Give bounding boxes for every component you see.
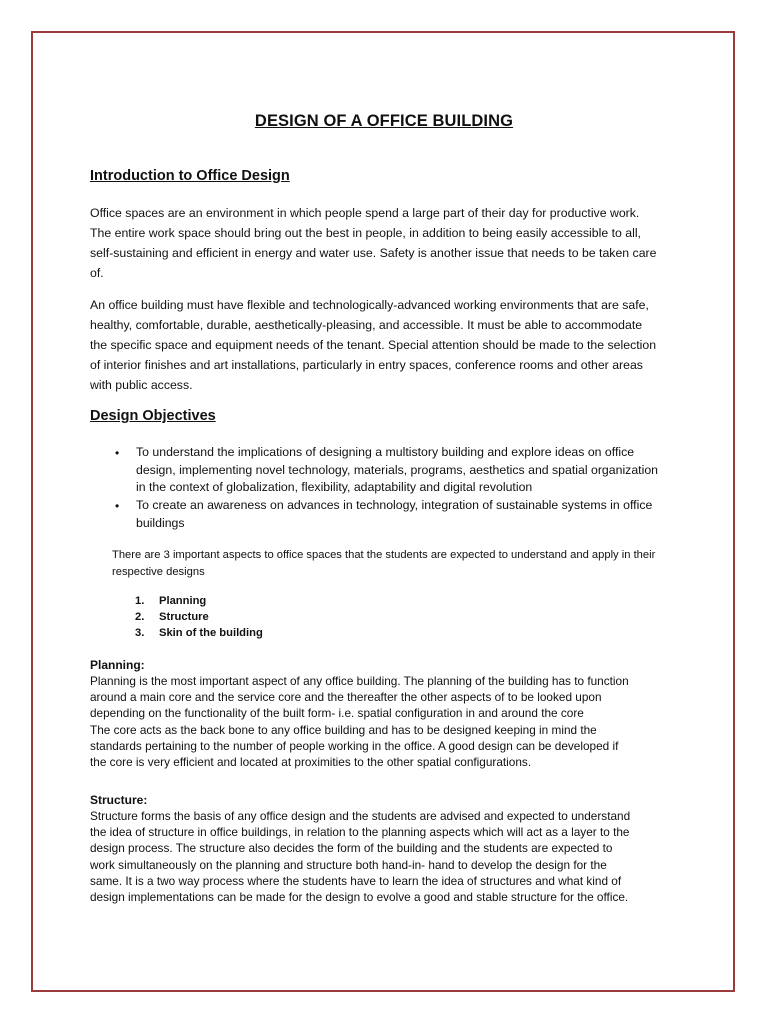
planning-paragraph	[90, 673, 680, 770]
text-line: design process. The structure also decides the form of the building and the students are expected to	[90, 841, 613, 856]
text-line: depending on the functionality of the built form- i.e. spatial configuration in and around the core	[90, 706, 584, 721]
objective-item-1	[136, 444, 686, 497]
aspect-item-1	[135, 595, 206, 607]
document-title: DESIGN OF A OFFICE BUILDING	[254, 112, 514, 130]
text-line: buildings	[136, 515, 185, 530]
list-label: Planning	[159, 595, 207, 607]
intro-heading: Introduction to Office Design	[90, 168, 290, 184]
aspects-intro	[112, 547, 692, 581]
list-number: 1.	[135, 595, 145, 607]
text-line: with public access.	[90, 378, 193, 392]
list-number: 2.	[135, 611, 145, 623]
list-label: Structure	[159, 611, 209, 623]
text-line: around a main core and the service core and the thereafter the other aspects of to be looked upon	[90, 690, 602, 705]
text-line: in the context of globalization, flexibility, adaptability and digital revolution	[136, 480, 533, 494]
text-line: The core acts as the back bone to any office building and has to be designed keeping in mind the	[90, 722, 597, 737]
text-line: standards pertaining to the number of people working in the office. A good design can be developed if	[90, 738, 619, 753]
intro-paragraph-1	[90, 203, 680, 283]
structure-heading: Structure:	[90, 793, 148, 807]
text-line: healthy, comfortable, durable, aesthetically-pleasing, and accessible. It must be able to accommodate	[90, 318, 643, 332]
text-line: same. It is a two way process where the students have to learn the idea of structures and what kind of	[90, 873, 622, 888]
text-line: To understand the implications of designing a multistory building and explore ideas on office	[136, 445, 635, 459]
text-line: An office building must have flexible and technologically-advanced working environments that are safe,	[90, 298, 649, 312]
text-line: respective designs	[112, 566, 205, 578]
text-line: Structure forms the basis of any office design and the students are advised and expected to understand	[90, 809, 631, 823]
text-line: work simultaneously on the planning and structure both hand-in- hand to develop the design for the	[90, 857, 607, 872]
bullet-icon: •	[115, 446, 120, 460]
text-line: of interior finishes and art installations, particularly in entry spaces, conference rooms and other areas	[90, 358, 643, 372]
text-line: Planning is the most important aspect of any office building. The planning of the building has to function	[90, 674, 629, 688]
text-line: The entire work space should bring out the best in people, in addition to being easily accessible to all,	[90, 226, 641, 240]
text-line: the specific space and equipment needs of the tenant. Special attention should be made to the selection	[90, 338, 657, 352]
text-line: design implementations can be made for the design to evolve a good and stable structure for the office.	[90, 890, 629, 905]
aspect-item-3	[135, 627, 263, 639]
text-line: of.	[90, 266, 104, 280]
aspect-item-2	[135, 611, 209, 623]
text-line: the idea of structure in office buildings, in relation to the planning aspects which will act as a layer to the	[90, 825, 630, 840]
text-line: To create an awareness on advances in technology, integration of sustainable systems in office	[136, 498, 653, 512]
planning-heading: Planning:	[90, 658, 145, 672]
objective-item-2	[136, 497, 686, 532]
bullet-icon: •	[115, 499, 120, 513]
text-line: Office spaces are an environment in which people spend a large part of their day for productive work.	[90, 206, 640, 220]
text-line: There are 3 important aspects to office spaces that the students are expected to understand and apply in their	[112, 549, 656, 561]
list-label: Skin of the building	[159, 627, 263, 639]
objectives-heading: Design Objectives	[90, 408, 216, 424]
structure-paragraph	[90, 808, 680, 905]
text-line: the core is very efficient and located at proximities to the other spatial configurations.	[90, 755, 532, 770]
intro-paragraph-2	[90, 295, 680, 395]
list-number: 3.	[135, 627, 145, 639]
text-line: design, implementing novel technology, materials, programs, aesthetics and spatial organization	[136, 462, 658, 477]
text-line: self-sustaining and efficient in energy and water use. Safety is another issue that needs to be taken care	[90, 246, 657, 260]
